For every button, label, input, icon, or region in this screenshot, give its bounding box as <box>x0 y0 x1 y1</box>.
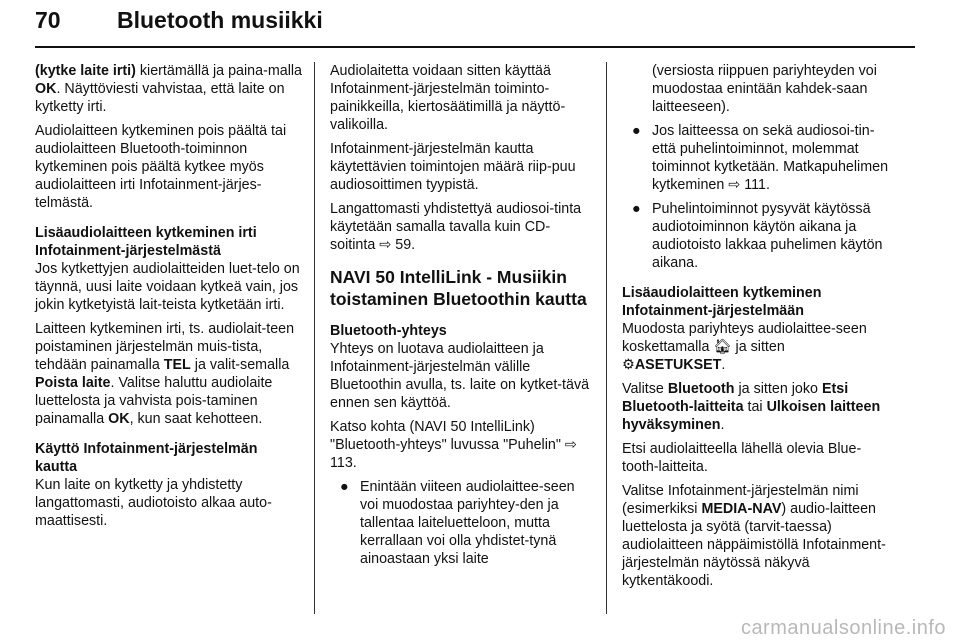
column-divider <box>606 62 607 614</box>
page-ref-icon: ⇨ <box>379 237 392 253</box>
paragraph <box>622 482 894 590</box>
paragraph <box>35 320 303 428</box>
text: kiertämällä ja paina-malla <box>135 63 302 79</box>
text: Valitse <box>622 381 668 397</box>
paragraph <box>622 380 894 434</box>
text: . <box>720 417 725 433</box>
paragraph: Jos kytkettyjen audiolaitteiden luet-telo on täynnä, uusi laite voidaan kytkeä vain, jos jokin kytketyistä lait-teista kytketään irti. <box>35 261 300 313</box>
bold-term: Bluetooth <box>667 381 735 397</box>
bold-term: Etsi Bluetooth-laitteita <box>622 381 849 415</box>
subheading: Lisäaudiolaitteen kytkeminen Infotainment-järjestelmään <box>622 285 822 319</box>
text: ) audio-laitteen luettelosta ja syötä (tarvit-taessa) audiolaitteen näppäimistöllä Infotainment-järjestelmän näytössä näkyvä kytkentäkoodi. <box>622 501 886 589</box>
list-item <box>622 122 894 194</box>
subheading: Bluetooth-yhteys <box>330 323 447 339</box>
home-icon: 🏠︎ <box>713 339 732 355</box>
bold-term: ASETUKSET <box>634 357 722 373</box>
column-3 <box>622 62 894 596</box>
column-2 <box>330 62 592 574</box>
text: . <box>765 177 770 193</box>
paragraph: Etsi audiolaitteella lähellä olevia Blue-tooth-laitteita. <box>622 441 862 475</box>
page-header <box>35 0 915 52</box>
list-item <box>622 200 894 272</box>
text: Valitse Infotainment-järjestelmän nimi (esimerkiksi <box>622 483 859 517</box>
bold-term: MEDIA-NAV <box>701 501 782 517</box>
text: Laitteen kytkeminen irti, ts. audiolait-teen poistaminen järjestelmän muis-tista, tehdään painamalla <box>35 321 295 373</box>
text: . <box>721 357 726 373</box>
paragraph <box>330 200 592 254</box>
paragraph <box>35 62 303 116</box>
bullet-icon: ● <box>632 201 641 217</box>
subheading: Käyttö Infotainment-järjestelmän kautta <box>35 441 258 475</box>
column-divider <box>314 62 315 614</box>
page-ref-icon: ⇨ <box>564 437 577 453</box>
paragraph <box>330 418 592 472</box>
section-heading: NAVI 50 IntelliLink - Musiikin toistaminen Bluetoothin kautta <box>330 267 587 309</box>
bold-term: TEL <box>163 357 191 373</box>
bullet-continuation: (versiosta riippuen pariyhteyden voi muodostaa enintään kahdek-saan laitteeseen). <box>652 63 877 115</box>
list-item <box>330 478 592 568</box>
text: ja sitten <box>731 339 785 355</box>
text: Langattomasti yhdistettyä audiosoi-tinta käytetään samalla tavalla kuin CD-soitinta <box>330 201 582 253</box>
text: . <box>352 455 357 471</box>
bold-term: OK <box>35 81 57 97</box>
column-1 <box>35 62 303 536</box>
bold-term: Ulkoisen laitteen hyväksyminen <box>622 399 881 433</box>
bold-term: Poista laite <box>35 375 111 391</box>
text: , kun saat kehotteen. <box>129 411 263 427</box>
text: Jos laitteessa on sekä audiosoi-tin- että puhelintoiminnot, molemmat toiminnot kytketään. Matkapuhelimen kytkeminen <box>652 123 889 193</box>
subheading: Lisäaudiolaitteen kytkeminen irti Infotainment-järjestelmästä <box>35 225 257 259</box>
text: ja valit-semalla <box>190 357 290 373</box>
page-ref[interactable]: 59 <box>395 237 412 253</box>
page-ref[interactable]: 113 <box>330 455 353 471</box>
paragraph: Audiolaitetta voidaan sitten käyttää Infotainment-järjestelmän toiminto-painikkeilla, kiertosäätimillä ja näyttö-valikoilla. <box>330 63 566 133</box>
text: Katso kohta (NAVI 50 IntelliLink) "Bluetooth-yhteys" luvussa "Puhelin" <box>330 419 565 453</box>
header-rule <box>35 46 915 48</box>
text: . <box>411 237 416 253</box>
bullet-list <box>622 122 894 272</box>
paragraph: Kun laite on kytketty ja yhdistetty langattomasti, audiotoisto alkaa auto-maattisesti. <box>35 477 272 529</box>
text: . Valitse haluttu audiolaite luettelosta ja vahvista pois-taminen painamalla <box>35 375 273 427</box>
page-ref[interactable]: 111 <box>744 177 766 193</box>
bold-term: OK <box>108 411 130 427</box>
gear-icon: ⚙ <box>622 357 635 373</box>
text: . Näyttöviesti vahvistaa, että laite on kytketty irti. <box>35 81 285 115</box>
text: Enintään viiteen audiolaittee-seen voi muodostaa pariyhtey-den ja tallentaa laiteluetteloon, mutta kerrallaan voi olla yhdistet-tynä ainoastaan yksi laite <box>360 479 575 567</box>
bullet-icon: ● <box>340 479 349 495</box>
page-ref-icon: ⇨ <box>728 177 741 193</box>
page-title: Bluetooth musiikki <box>117 7 323 33</box>
bold-term: (kytke laite irti) <box>35 63 136 79</box>
paragraph: Infotainment-järjestelmän kautta käytettävien toimintojen määrä riip-puu audiosoittimen tyypistä. <box>330 141 576 193</box>
bullet-list <box>330 478 592 568</box>
paragraph: Audiolaitteen kytkeminen pois päältä tai audiolaitteen Bluetooth-toiminnon kytkeminen pois päältä kytkee myös audiolaitteen irti Infotainment-järjes-telmästä. <box>35 123 287 211</box>
bullet-icon: ● <box>632 123 641 139</box>
paragraph <box>622 320 894 374</box>
paragraph: Yhteys on luotava audiolaitteen ja Infotainment-järjestelmän välille Bluetoothin avulla, ts. laite on kytket-tävä ennen sen käyttöä. <box>330 341 590 411</box>
text: Puhelintoiminnot pysyvät käytössä audiotoiminnon käytön aikana ja audiotoisto lakkaa puhelimen käytön aikana. <box>652 201 883 271</box>
text: Muodosta pariyhteys audiolaittee-seen koskettamalla <box>622 321 867 355</box>
watermark: carmanualsonline.info <box>740 617 946 639</box>
text: ja sitten joko <box>734 381 822 397</box>
page-number: 70 <box>35 7 61 33</box>
text: tai <box>743 399 767 415</box>
